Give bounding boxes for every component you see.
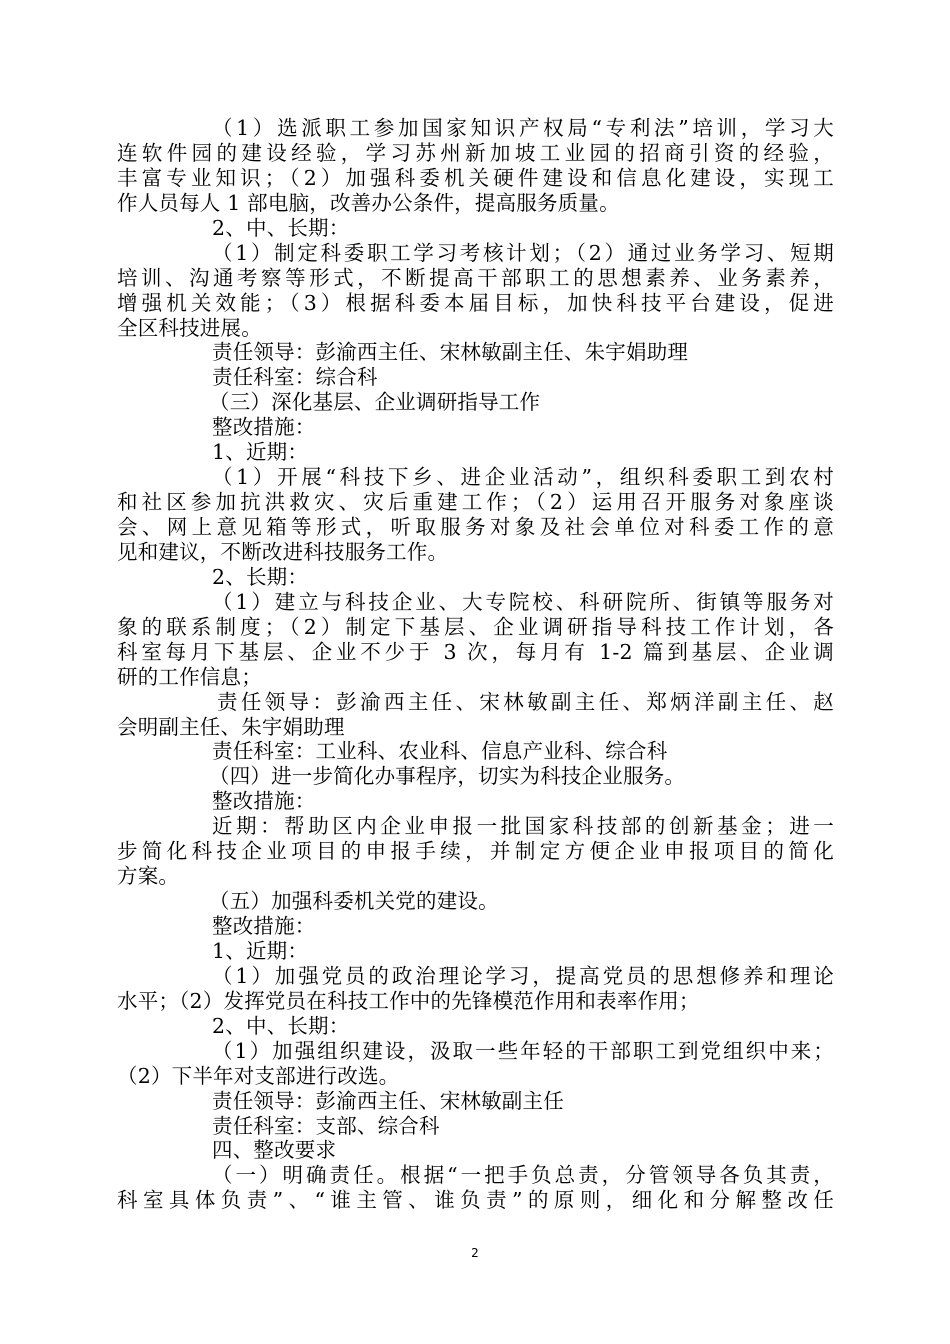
paragraph-line: 连软件园的建设经验，学习苏州新加坡工业园的招商引资的经验，	[117, 140, 834, 165]
paragraph-line: 水平；（2）发挥党员在科技工作中的先锋模范作用和表率作用；	[117, 988, 700, 1013]
paragraph-line: 见和建议，不断改进科技服务工作。	[117, 539, 449, 564]
section-heading: 1、近期：	[212, 938, 309, 963]
paragraph-line: （1）选派职工参加国家知识产权局“专利法”培训，学习大	[212, 116, 834, 140]
paragraph-line: 会明副主任、朱宇娟助理	[117, 714, 345, 739]
paragraph-line: 科室具体负责”、“谁主管、谁负责”的原则，细化和分解整改任	[117, 1188, 834, 1213]
paragraph-line: （2）下半年对支部进行改选。	[117, 1063, 400, 1088]
responsible-leaders: 责任领导：彭渝西主任、宋林敏副主任、朱宇娟助理	[212, 340, 689, 365]
responsible-department: 责任科室：综合科	[212, 365, 378, 390]
paragraph-line: 会、网上意见箱等形式，听取服务对象及社会单位对科委工作的意	[117, 515, 834, 539]
section-heading: 2、中、长期：	[212, 215, 350, 240]
paragraph-line: 科室每月下基层、企业不少于 3 次，每月有 1-2 篇到基层、企业调	[117, 639, 834, 664]
paragraph-line: 步简化科技企业项目的申报手续，并制定方便企业申报项目的简化	[117, 839, 834, 864]
paragraph-line: 研的工作信息；	[117, 664, 262, 689]
section-heading: 整改措施：	[212, 914, 316, 938]
document-body	[117, 116, 834, 1213]
paragraph-line: （1）加强组织建设，汲取一些年轻的干部职工到党组织中来；	[212, 1038, 834, 1063]
responsible-department: 责任科室：支部、综合科	[212, 1113, 440, 1138]
paragraph-line: （1）制定科委职工学习考核计划；（2）通过业务学习、短期	[212, 240, 834, 265]
paragraph-line: 和社区参加抗洪救灾、灾后重建工作；（2）运用召开服务对象座谈	[117, 490, 834, 515]
paragraph-line: 象的联系制度；（2）制定下基层、企业调研指导科技工作计划，各	[117, 614, 834, 639]
section-heading: 整改措施：	[212, 789, 316, 814]
section-heading: 1、近期：	[212, 440, 309, 465]
paragraph-line: 增强机关效能；（3）根据科委本届目标，加快科技平台建设，促进	[117, 290, 834, 315]
section-heading: （四）进一步简化办事程序，切实为科技企业服务。	[209, 764, 686, 789]
responsible-leaders: 责任领导：彭渝西主任、宋林敏副主任、郑炳洋副主任、赵	[217, 689, 834, 714]
paragraph-line: 培训、沟通考察等形式，不断提高干部职工的思想素养、业务素养，	[117, 265, 834, 290]
section-heading: 2、长期：	[212, 564, 309, 589]
paragraph-line: 丰富专业知识；（2）加强科委机关硬件建设和信息化建设，实现工	[117, 165, 834, 190]
paragraph-line: 方案。	[117, 864, 180, 889]
paragraph-line: （1）加强党员的政治理论学习，提高党员的思想修养和理论	[212, 963, 834, 988]
responsible-department: 责任科室：工业科、农业科、信息产业科、综合科	[212, 739, 668, 764]
paragraph-line: （一）明确责任。根据“一把手负总责，分管领导各负其责，	[212, 1163, 834, 1188]
page-number: 2	[471, 1246, 479, 1260]
section-heading: 四、整改要求	[212, 1138, 337, 1163]
paragraph-line: 近期：帮助区内企业申报一批国家科技部的创新基金；进一	[212, 814, 834, 839]
paragraph-line: （1）建立与科技企业、大专院校、科研院所、街镇等服务对	[212, 589, 834, 614]
section-heading: （三）深化基层、企业调研指导工作	[209, 390, 541, 415]
paragraph-line: 全区科技进展。	[117, 315, 262, 340]
paragraph-line: （1）开展“科技下乡、进企业活动”，组织科委职工到农村	[212, 465, 834, 490]
section-heading: 2、中、长期：	[212, 1013, 350, 1038]
section-heading: 整改措施：	[212, 415, 316, 440]
section-heading: （五）加强科委机关党的建设。	[209, 889, 499, 914]
responsible-leaders: 责任领导：彭渝西主任、宋林敏副主任	[212, 1088, 564, 1113]
paragraph-line: 作人员每人 1 部电脑，改善办公条件，提高服务质量。	[117, 190, 620, 215]
